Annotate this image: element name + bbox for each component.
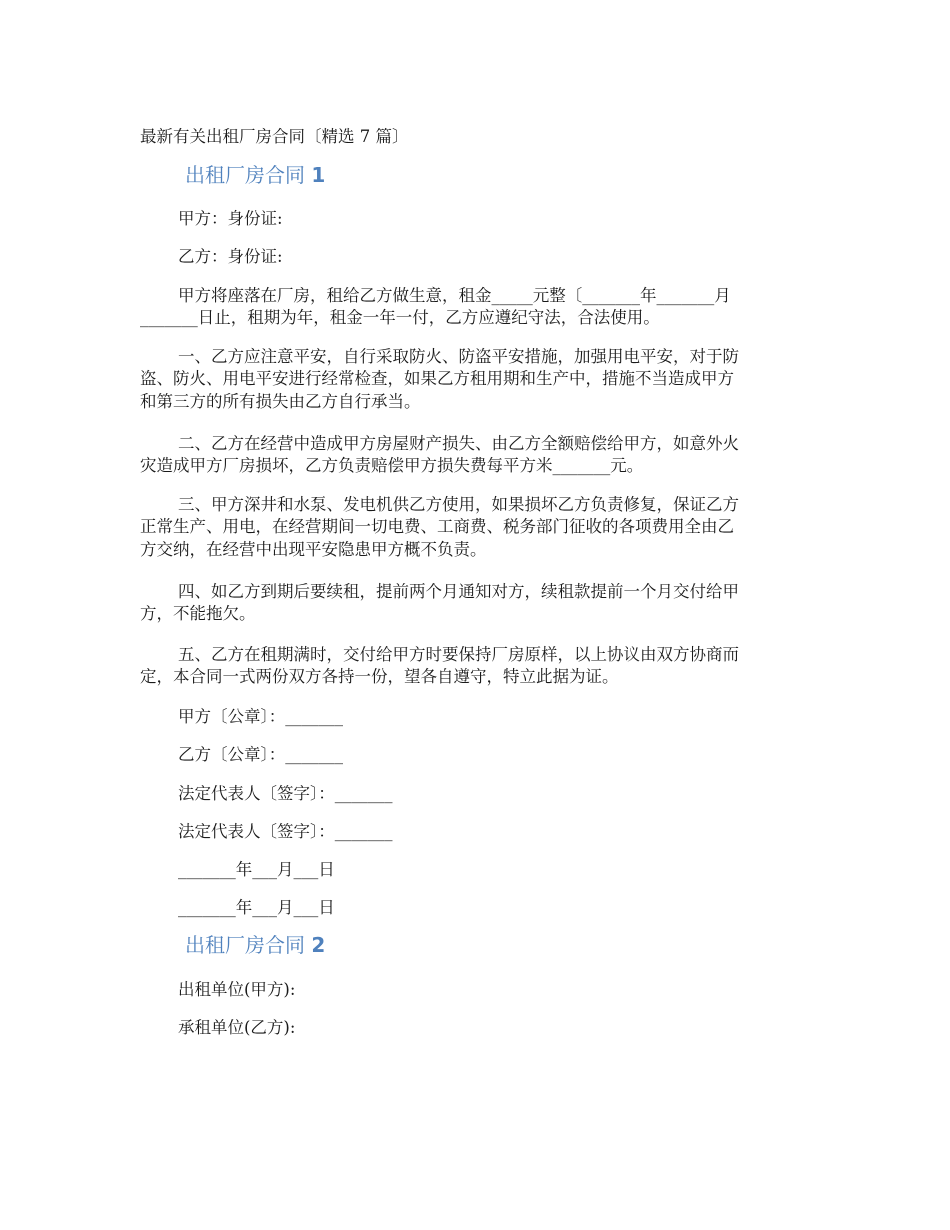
clause-1-line-2: 盗、防火、用电平安进行经常检查，如果乙方租用期和生产中，措施不当造成甲方 bbox=[140, 369, 734, 389]
clause-4-paragraph bbox=[140, 581, 820, 626]
lessor-line: 出租单位(甲方): bbox=[178, 980, 296, 999]
clause-4-line-1: 四、如乙方到期后要续租，提前两个月通知对方，续租款提前一个月交付给甲 bbox=[178, 582, 739, 601]
section-2-heading-number: 2 bbox=[311, 933, 326, 957]
clause-2-paragraph bbox=[140, 433, 820, 478]
party-a-seal-line: 甲方〔公章〕：_______ bbox=[178, 707, 343, 726]
clause-1-line-3: 和第三方的所有损失由乙方自行承当。 bbox=[140, 391, 421, 411]
intro-paragraph bbox=[140, 285, 820, 330]
clause-2-line-1: 二、乙方在经营中造成甲方房屋财产损失、由乙方全额赔偿给甲方，如意外火 bbox=[178, 434, 739, 453]
clause-3-paragraph bbox=[140, 494, 820, 561]
legal-rep-b-line: 法定代表人〔签字〕：_______ bbox=[178, 822, 393, 841]
clause-5-line-2: 定，本合同一式两份双方各持一份，望各自遵守，特立此据为证。 bbox=[140, 667, 619, 687]
party-b-id-line: 乙方：身份证: bbox=[178, 247, 283, 266]
clause-1-line-1: 一、乙方应注意平安，自行采取防火、防盗平安措施，加强用电平安，对于防 bbox=[178, 347, 739, 366]
section-2-heading bbox=[185, 932, 325, 958]
section-1-heading-text: 出租厂房合同 bbox=[185, 163, 305, 187]
party-b-seal-line: 乙方〔公章〕：_______ bbox=[178, 745, 343, 764]
party-a-id-line: 甲方：身份证: bbox=[178, 209, 283, 228]
clause-2-line-2: 灾造成甲方厂房损坏，乙方负责赔偿甲方损失费每平方米_______元。 bbox=[140, 456, 644, 476]
clause-4-line-2: 方，不能拖欠。 bbox=[140, 604, 256, 624]
clause-3-line-2: 正常生产、用电，在经营期间一切电费、工商费、税务部门征收的各项费用全由乙 bbox=[140, 517, 734, 537]
legal-rep-a-line: 法定代表人〔签字〕：_______ bbox=[178, 784, 393, 803]
date-line-a: _______年___月___日 bbox=[178, 860, 335, 879]
clause-5-paragraph bbox=[140, 644, 820, 689]
section-1-heading bbox=[185, 162, 325, 188]
clause-5-line-1: 五、乙方在租期满时，交付给甲方时要保持厂房原样，以上协议由双方协商而 bbox=[178, 645, 739, 664]
clause-1-paragraph bbox=[140, 346, 820, 413]
clause-3-line-1: 三、甲方深井和水泵、发电机供乙方使用，如果损坏乙方负责修复，保证乙方 bbox=[178, 495, 739, 514]
intro-line-1: 甲方将座落在厂房，租给乙方做生意，租金_____元整〔_______年_______月 bbox=[178, 286, 731, 305]
lessee-line: 承租单位(乙方): bbox=[178, 1018, 296, 1037]
section-1-heading-number: 1 bbox=[311, 163, 326, 187]
intro-line-2: _______日止，租期为年，租金一年一付，乙方应遵纪守法，合法使用。 bbox=[140, 308, 660, 328]
clause-3-line-3: 方交纳，在经营中出现平安隐患甲方概不负责。 bbox=[140, 539, 487, 559]
section-2-heading-text: 出租厂房合同 bbox=[185, 933, 305, 957]
document-title: 最新有关出租厂房合同〔精选 7 篇〕 bbox=[140, 127, 409, 146]
date-line-b: _______年___月___日 bbox=[178, 898, 335, 917]
